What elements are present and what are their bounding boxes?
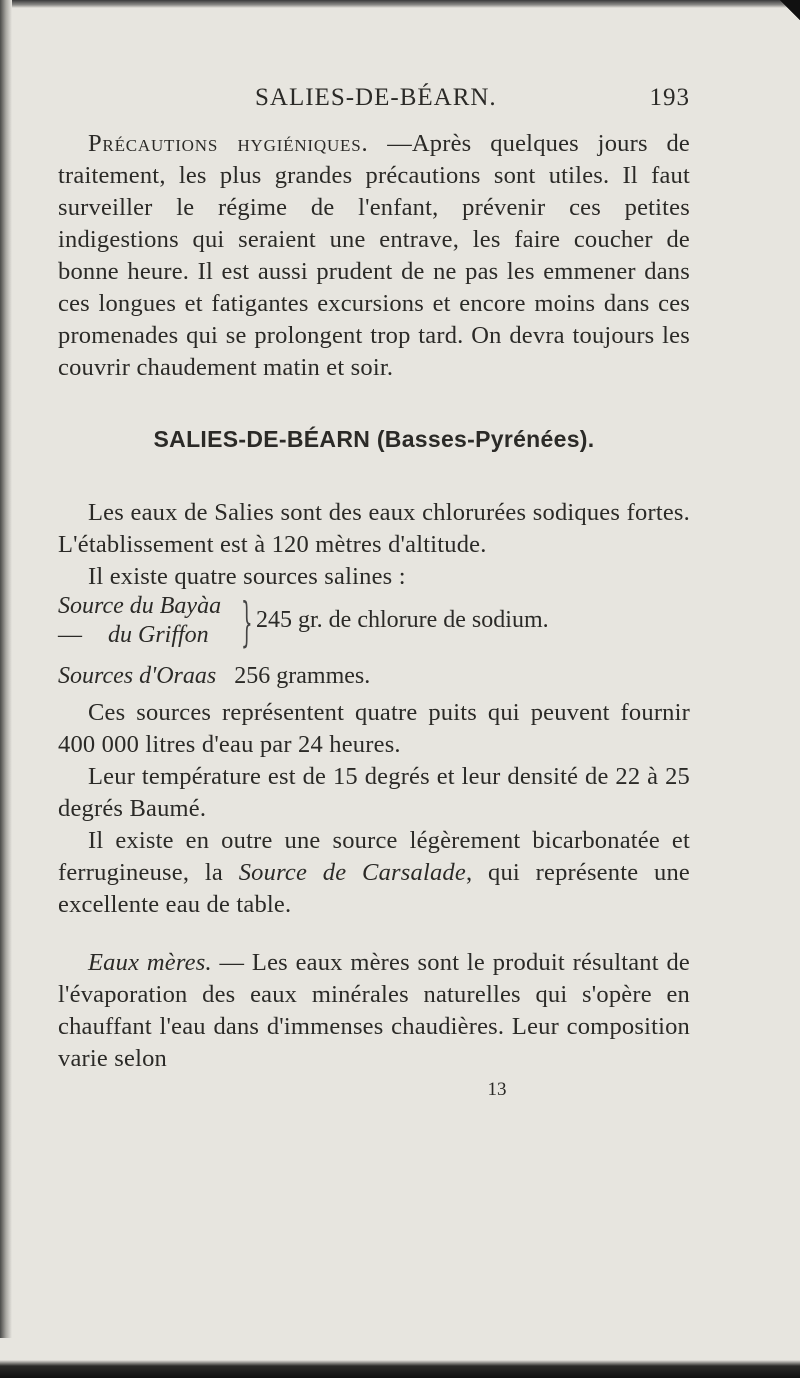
page-edge-top <box>0 0 800 8</box>
signature-mark: 13 <box>487 1079 507 1100</box>
source-oraas-value: 256 grammes. <box>234 663 371 689</box>
sources-intro: Il existe quatre sources salines : <box>88 563 406 590</box>
source-griffon: du Griffon <box>108 622 209 648</box>
sources-list <box>58 593 690 697</box>
carsalade-name: Source de Carsalade <box>238 859 466 886</box>
precautions-text: —Après quelques jours de traitement, les plus grandes précautions sont utiles. Il faut surveiller le régime de l'enfant, prévenir ces petites indigestions qui seraient une entrave, les faire coucher de bonne heure. Il est aussi prudent de ne pas les emmener dans ces longues et fatigantes excursions et encore moins dans ces promenades qui se prolongent trop tard. On devra toujours les couvrir chaudement matin et soir. <box>58 130 690 381</box>
page-edge-left <box>0 0 12 1378</box>
section-heading: SALIES-DE-BÉARN (Basses-Pyrénées). <box>153 426 595 452</box>
capacity-paragraph: Ces sources représentent quatre puits qui peuvent fournir 400 000 litres d'eau par 24 heures. <box>58 699 690 758</box>
temperature-paragraph: Leur température est de 15 degrés et leur densité de 22 à 25 degrés Baumé. <box>58 763 690 822</box>
carsalade-before: Il existe en outre une source légèrement bicarbonatée et ferrugineuse, la <box>58 827 690 886</box>
page-edge-bottom <box>0 1338 800 1378</box>
carsalade-paragraph <box>58 825 690 921</box>
source-griffon-line <box>58 622 209 649</box>
running-head <box>58 84 690 128</box>
eaux-meres-lead: Eaux mères. <box>88 949 212 976</box>
precautions-lead: Précautions hygiéniques. <box>88 130 369 157</box>
eaux-meres-text: — Les eaux mères sont le produit résultant de l'évaporation des eaux minérales naturelles qui s'opère en chauffant l'eau dans d'immenses chaudières. Leur composition varie selon <box>58 949 690 1072</box>
carsalade-after: , qui représente une excellente eau de table. <box>58 859 690 918</box>
spacer <box>58 921 690 947</box>
eaux-meres-paragraph <box>58 947 690 1075</box>
precautions-paragraph <box>58 128 690 384</box>
brace-glyph: } <box>241 593 253 653</box>
sources-joint-value: 245 gr. de chlorure de sodium. <box>256 607 549 633</box>
page-corner <box>772 0 800 22</box>
source-griffon-dash: — <box>58 622 82 648</box>
source-oraas-line <box>58 663 370 690</box>
book-page <box>58 84 690 1101</box>
running-title: SALIES-DE-BÉARN. <box>255 84 497 111</box>
source-oraas: Sources d'Oraas <box>58 663 217 689</box>
intro-paragraph: Les eaux de Salies sont des eaux chlorurées sodiques fortes. L'établissement est à 120 mètres d'altitude. <box>58 499 690 558</box>
page-number: 193 <box>649 84 690 111</box>
source-bayaa: Source du Bayàa <box>58 593 222 619</box>
